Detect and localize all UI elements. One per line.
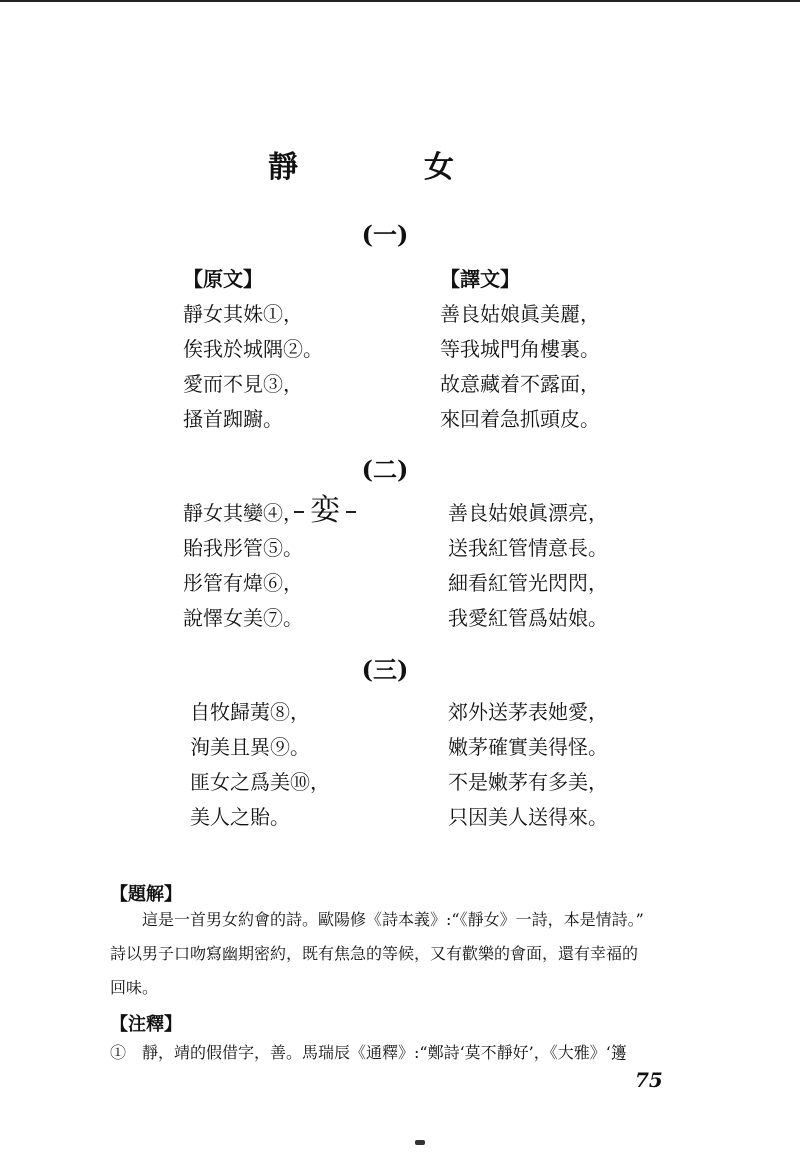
original-line: 搔首踟躕。 [183,407,283,431]
original-line: 說懌女美⑦。 [183,606,303,630]
translation-column-2 [448,496,608,636]
translation-line: 送我紅管情意長。 [448,536,608,560]
original-column-3 [190,695,330,835]
translation-line: 善良姑娘眞漂亮， [448,501,608,525]
original-column-1 [183,262,323,437]
original-line: 靜女其孌④， [183,501,303,525]
footnote-1: ① 靜，靖的假借字，善。馬瑞辰《通釋》:“鄭詩‘莫不靜好’，《大雅》‘籩 [110,1043,627,1062]
translation-line: 來回着急抓頭皮。 [440,407,600,431]
translation-line: 故意藏着不露面， [440,372,600,396]
original-line: 匪女之爲美⑩， [190,770,330,794]
original-line: 貽我彤管⑤。 [183,536,303,560]
translation-line: 只因美人送得來。 [448,805,608,829]
page-number: 75 [635,1068,663,1092]
original-line: 俟我於城隅②。 [183,337,323,361]
translation-heading: 【譯文】 [440,267,520,291]
tijie-line: 回味。 [110,978,159,997]
original-line: 彤管有煒⑥， [183,571,303,595]
translation-line: 嫩茅確實美得怪。 [448,735,608,759]
tijie-heading: 【題解】 [110,884,182,905]
translation-line: 等我城門角樓裏。 [440,337,600,361]
translation-line: 善良姑娘眞美麗， [440,302,600,326]
translation-line: 細看紅管光閃閃， [448,571,608,595]
translation-line: 不是嫩茅有多美， [448,770,608,794]
zhushi-heading: 【注釋】 [110,1014,182,1035]
original-line: 自牧歸荑⑧， [190,700,310,724]
translation-column-1 [440,262,600,437]
handwritten-annotation [290,490,360,534]
translation-column-3 [448,695,608,835]
original-line: 愛而不見③， [183,372,303,396]
original-heading: 【原文】 [183,267,263,291]
stanza-number-2: (二) [361,455,409,484]
top-border [0,0,800,2]
tijie-line: 詩以男子口吻寫幽期密約，既有焦急的等候，又有歡樂的會面，還有幸福的 [110,944,639,963]
stanza-number-3: (三) [361,655,409,684]
handwritten-char: 娈 [310,493,340,528]
translation-line: 郊外送茅表她愛， [448,700,608,724]
tijie-paragraph [110,903,690,1005]
tijie-line: 這是一首男女約會的詩。歐陽修《詩本義》:“《靜女》一詩，本是情詩。” [142,910,644,929]
original-line: 洵美且異⑨。 [190,735,310,759]
original-line: 靜女其姝①， [183,302,303,326]
translation-line: 我愛紅管爲姑娘。 [448,606,608,630]
stanza-number-1: (一) [361,220,409,249]
original-line: 美人之貽。 [190,805,290,829]
scan-mark [415,1140,425,1145]
original-column-2 [183,496,303,636]
page-title: 靜 女 [268,150,502,185]
